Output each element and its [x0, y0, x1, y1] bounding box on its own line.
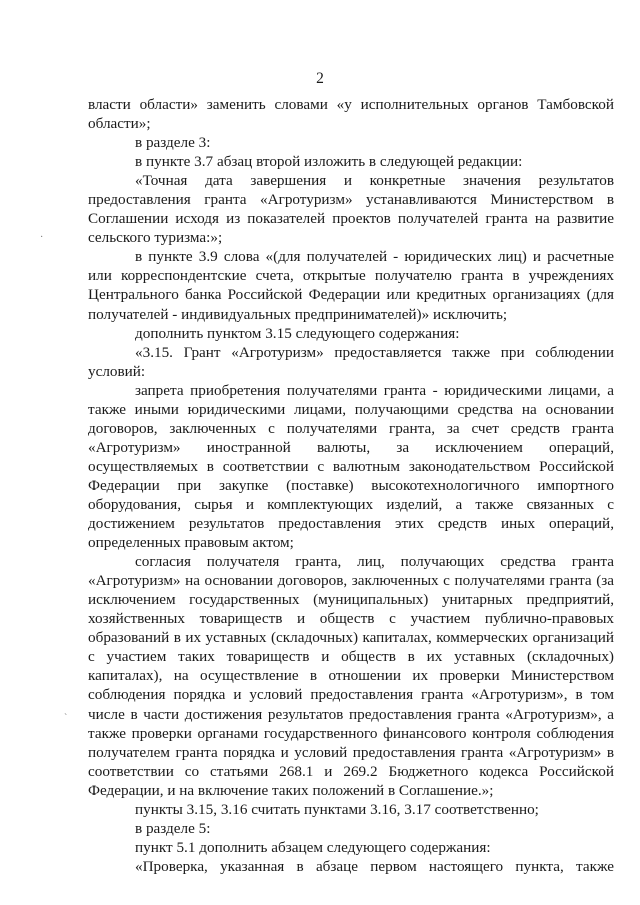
paragraph: пункты 3.15, 3.16 считать пунктами 3.16, 3.17 соответственно; [135, 800, 539, 818]
document-body [88, 95, 614, 876]
paragraph: пункт 5.1 дополнить абзацем следующего содержания: [135, 838, 491, 856]
paragraph: «Точная дата завершения и конкретные значения результатов предоставления гранта «Агротуризм» устанавливаются Министерством в Соглашении исходя из показателей проектов получателей гранта на развитие сельского туризма:»; [88, 172, 614, 247]
paragraph: в разделе 5: [135, 819, 211, 837]
paragraph: запрета приобретения получателями гранта - юридическими лицами, а также иными юридическими лицами, получающими средства на основании договоров, заключенных с получателями гранта, за счет средств гранта «Агротуризм» иностранной валюты, за исключением операций, осуществляемых в соответствии с валютным законодательством Российской Федерации при закупке (поставке) высокотехнологичного импортного оборудования, сырья и комплектующих изделий, а также связанных с достижением результатов предоставления этих средств иных операций, определенных правовым актом; [88, 381, 614, 552]
scan-speck: · [40, 232, 44, 243]
paragraph: в пункте 3.9 слова «(для получателей - юридических лиц) и расчетные или корреспондентские счета, открытые получателю гранта в учреждениях Центрального банка Российской Федерации или кредитных организациях (для получателей - индивидуальных предпринимателей)» исключить; [88, 248, 614, 323]
paragraph: согласия получателя гранта, лиц, получающих средства гранта «Агротуризм» на основании договоров, заключенных с получателями гранта (за исключением государственных (муниципальных) унитарных предприятий, хозяйственных товариществ и обществ с участием публично-правовых образований в их уставных (складочных) капиталах, коммерческих организаций с участием таких товариществ и обществ в их уставных (складочных) капиталах), на осуществление в отношении их проверки Министерством соблюдения порядка и условий предоставления гранта «Агротуризм», в том числе в части достижения результатов предоставления гранта «Агротуризм», а также проверки органами государственного финансового контроля соблюдения получателем гранта порядка и условий предоставления гранта «Агротуризм» в соответствии со статьями 268.1 и 269.2 Бюджетного кодекса Российской Федерации, и на включение таких положений в Соглашение.»; [88, 553, 614, 799]
paragraph: дополнить пунктом 3.15 следующего содержания: [135, 324, 460, 342]
paragraph: в разделе 3: [135, 134, 211, 152]
paragraph: «3.15. Грант «Агротуризм» предоставляется также при соблюдении условий: [88, 343, 614, 380]
page-number: 2 [316, 70, 324, 87]
paragraph: власти области» заменить словами «у исполнительных органов Тамбовской области»; [88, 96, 614, 133]
paragraph: в пункте 3.7 абзац второй изложить в следующей редакции: [135, 153, 523, 171]
paragraph: «Проверка, указанная в абзаце первом настоящего пункта, также [135, 857, 614, 875]
scan-speck: ` [64, 713, 68, 724]
